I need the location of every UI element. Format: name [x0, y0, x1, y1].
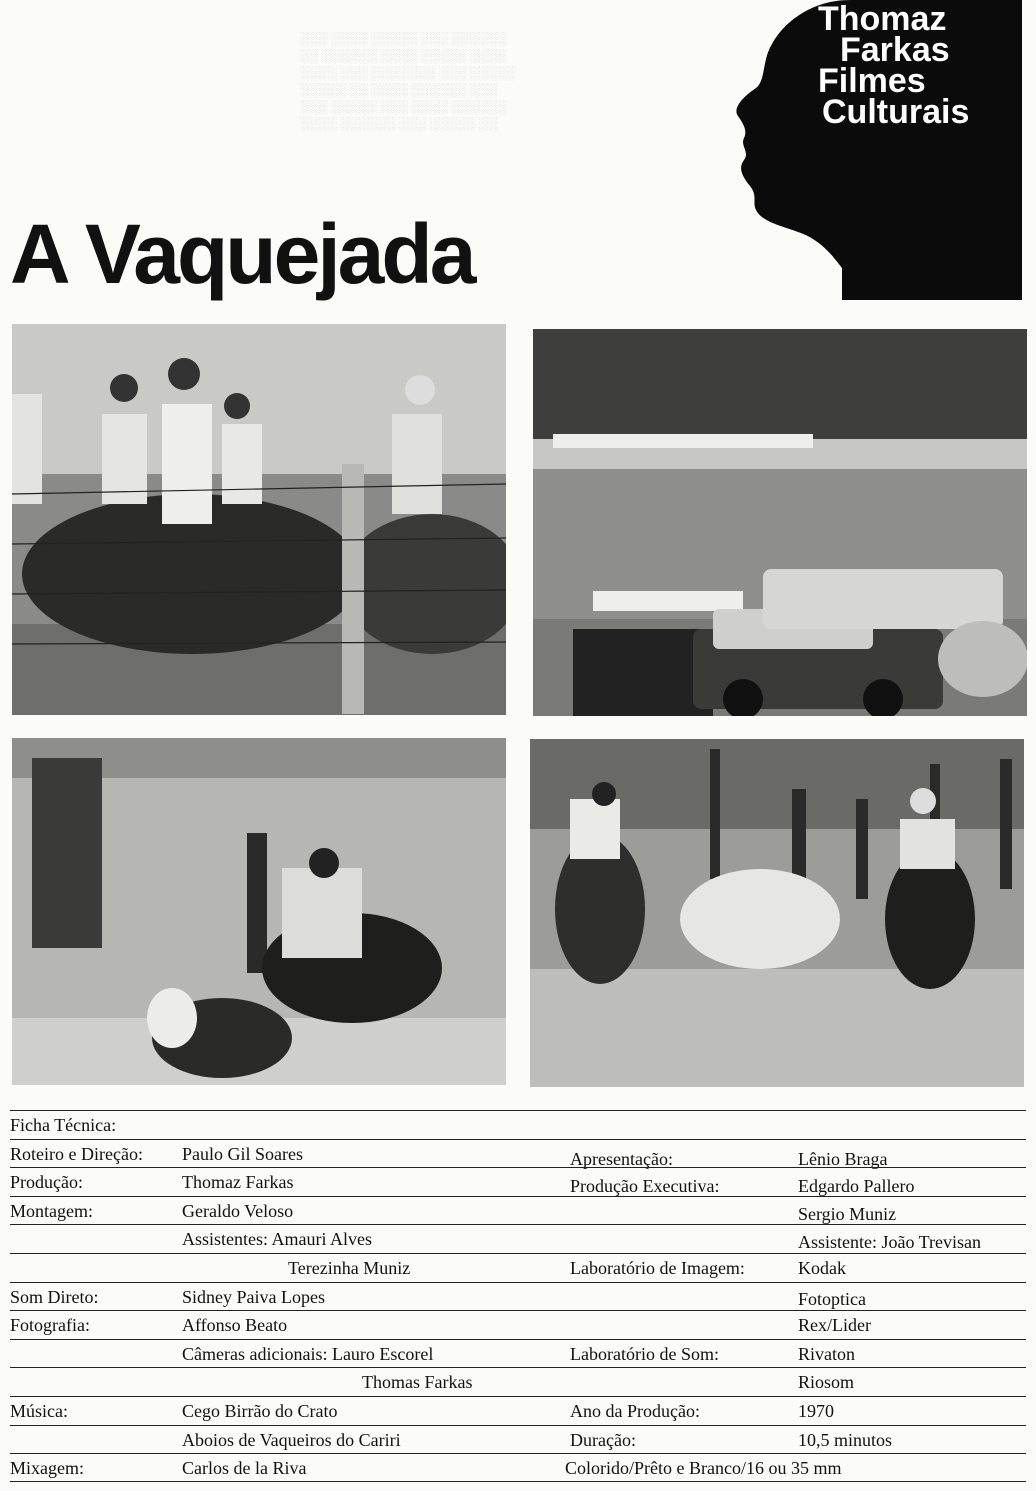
credit-value: 10,5 minutos: [798, 1429, 893, 1450]
credit-label: Ano da Produção:: [570, 1400, 700, 1421]
credit-value: Câmeras adicionais: Lauro Escorel: [182, 1343, 434, 1364]
credit-value: Riosom: [798, 1372, 855, 1393]
credit-value: Assistente: João Trevisan: [798, 1232, 982, 1253]
credits-row: [10, 1253, 1026, 1282]
credits-row: [10, 1453, 1026, 1482]
credit-label: Som Direto:: [10, 1286, 99, 1307]
credit-value: Geraldo Veloso: [182, 1200, 294, 1221]
credit-label: Produção:: [10, 1172, 83, 1193]
credit-value: Thomaz Farkas: [182, 1172, 294, 1193]
credit-value: Terezinha Muniz: [288, 1257, 411, 1278]
credits-heading: Ficha Técnica:: [10, 1115, 117, 1135]
credits-row: [10, 1310, 1026, 1339]
crowd-and-cars-photo: [533, 329, 1027, 716]
credits-row: [10, 1224, 1026, 1253]
credit-value: Affonso Beato: [182, 1315, 288, 1336]
credit-value: Paulo Gil Soares: [182, 1143, 303, 1164]
credit-value: Sergio Muniz: [798, 1203, 897, 1224]
crowd-arena-photo-icon: [533, 329, 1027, 716]
logo-text: [818, 0, 1018, 131]
show-through-text: ░░░ ░░░░ ░░░░░ ░░░ ░░░░░░ ░░ ░░░░░░ ░░░░ ░░░░░ ░░░░ ░░░░ ░░░ ░░░░░░░ ░░░ ░░░░░ ░░░░░ ░░ ░░░░ ░░░░░░ ░░░ ░░░ ░░░░░ ░░░ ░░░░ ░░░░░░ ░░░░ ░░░░░░ ░░░ ░░░░░ ░░: [300, 31, 516, 131]
credit-value: 1970: [798, 1400, 834, 1421]
logo-line: Filmes: [818, 62, 926, 100]
credit-label: Apresentação:: [570, 1148, 673, 1169]
credit-label: Mixagem:: [10, 1458, 84, 1479]
riders-and-white-bull-photo: [530, 739, 1024, 1087]
credits-heading-row: [10, 1110, 1026, 1139]
credit-label: Laboratório de Imagem:: [570, 1257, 745, 1278]
credits-row: [10, 1367, 1026, 1396]
credit-label: Duração:: [570, 1429, 636, 1450]
credits-table: [10, 1110, 1026, 1482]
credits-row: [10, 1139, 1026, 1168]
logo-line: Farkas: [840, 31, 950, 69]
credits-row: [10, 1196, 1026, 1225]
credit-label: Música:: [10, 1400, 68, 1421]
credit-value: Assistentes: Amauri Alves: [182, 1229, 372, 1250]
credit-value: Sidney Paiva Lopes: [182, 1286, 325, 1307]
credit-value: Rex/Lider: [798, 1315, 871, 1336]
credit-value: Kodak: [798, 1257, 846, 1278]
credit-value: Aboios de Vaqueiros do Cariri: [182, 1429, 401, 1450]
logo-line: Thomaz: [818, 0, 947, 38]
rider-chasing-bull-photo: [12, 738, 506, 1085]
rider-bull-photo-icon: [12, 738, 506, 1085]
logo-line: Culturais: [822, 93, 970, 131]
cowboys-on-horses-photo-icon: [12, 324, 506, 715]
riders-white-bull-photo-icon: [530, 739, 1024, 1087]
credit-label: Roteiro e Direção:: [10, 1143, 143, 1164]
credit-label: Laboratório de Som:: [570, 1343, 719, 1364]
credit-value: Fotoptica: [798, 1288, 866, 1309]
page-title: A Vaquejada: [10, 207, 474, 301]
credit-label: Montagem:: [10, 1200, 93, 1221]
credit-value: Cego Birrão do Crato: [182, 1400, 338, 1421]
credits-row: [10, 1167, 1026, 1196]
credits-row: [10, 1396, 1026, 1425]
credits-row: [10, 1282, 1026, 1311]
credit-value: Rivaton: [798, 1343, 855, 1364]
cowboys-at-fence-photo: [12, 324, 506, 715]
credit-label: Fotografia:: [10, 1315, 90, 1336]
credit-value: Edgardo Pallero: [798, 1176, 915, 1197]
credit-value: Carlos de la Riva: [182, 1458, 307, 1479]
credits-row: [10, 1425, 1026, 1454]
credit-format: Colorido/Prêto e Branco/16 ou 35 mm: [565, 1458, 842, 1479]
credit-value: Thomas Farkas: [362, 1372, 473, 1393]
credit-label: Produção Executiva:: [570, 1176, 720, 1197]
credits-row: [10, 1339, 1026, 1368]
credit-value: Lênio Braga: [798, 1148, 888, 1169]
